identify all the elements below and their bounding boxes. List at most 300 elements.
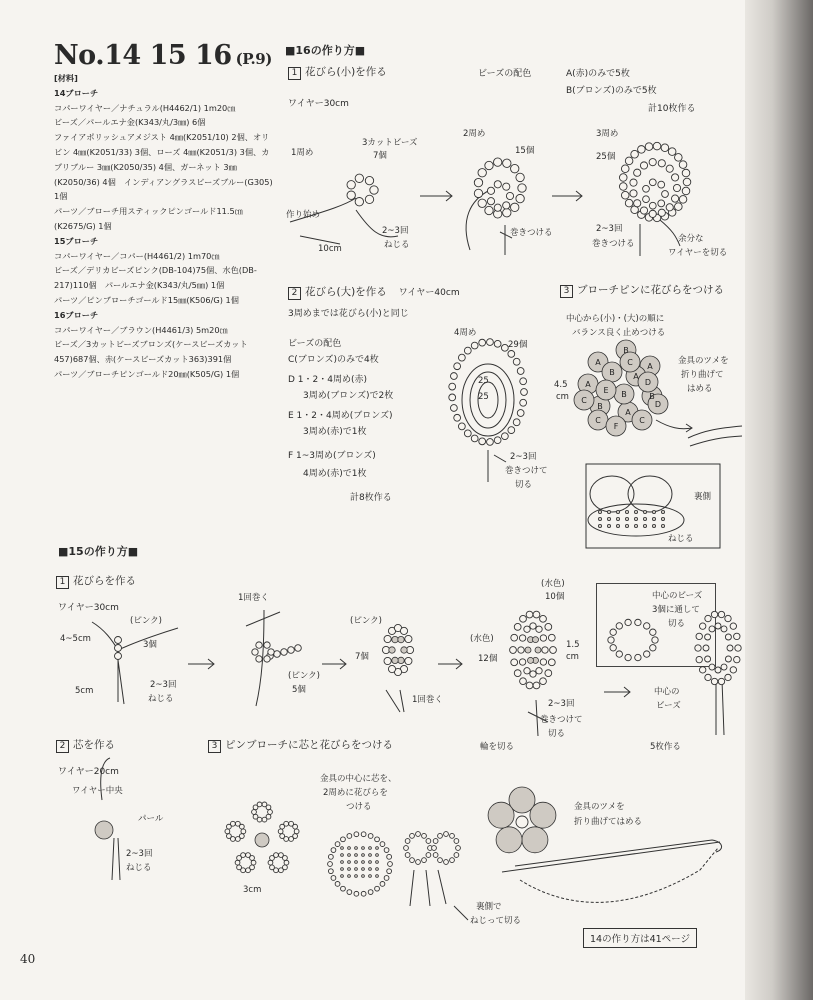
bead xyxy=(341,837,346,842)
s16-e1: E 1・2・4周め(ブロンズ) xyxy=(288,411,393,421)
bead xyxy=(709,626,715,632)
petal-letter: E xyxy=(603,386,609,395)
label: 巻きつけて xyxy=(505,466,548,476)
bead xyxy=(449,394,456,401)
bead xyxy=(388,862,393,867)
bead xyxy=(450,405,457,412)
bead xyxy=(634,510,637,513)
label: 3周め xyxy=(596,129,619,139)
petal-round xyxy=(470,372,506,428)
page-reference: (P.9) xyxy=(235,50,272,68)
bead xyxy=(355,868,358,871)
page-title: No.14 15 16 (P.9) xyxy=(54,40,272,71)
bead xyxy=(705,674,711,680)
bead xyxy=(673,184,680,191)
bead xyxy=(649,159,656,166)
bead xyxy=(398,636,404,642)
bead xyxy=(369,875,372,878)
bead xyxy=(718,611,724,617)
bead xyxy=(479,438,486,445)
petal-letter: C xyxy=(595,416,601,425)
s15-wire: ワイヤー30cm xyxy=(58,603,119,613)
bead xyxy=(652,637,658,643)
bead xyxy=(450,833,455,838)
bead xyxy=(369,868,372,871)
label: 2~3回 xyxy=(510,452,537,462)
bead xyxy=(540,615,547,622)
bead xyxy=(426,853,431,858)
label: 2周め xyxy=(463,129,486,139)
bead xyxy=(341,847,344,850)
bead xyxy=(598,517,601,520)
label: cm xyxy=(566,652,579,662)
label: ねじる xyxy=(668,534,694,544)
bead xyxy=(485,206,493,214)
bead xyxy=(384,848,389,853)
bead xyxy=(653,142,661,150)
bead xyxy=(341,861,344,864)
bead xyxy=(362,861,365,864)
wire-line xyxy=(386,690,404,712)
bead xyxy=(341,875,344,878)
bead xyxy=(341,886,346,891)
bead xyxy=(464,430,471,437)
bead xyxy=(331,848,336,853)
bead xyxy=(380,881,385,886)
bead xyxy=(661,510,664,513)
bead xyxy=(650,629,656,635)
label: 余分な xyxy=(678,234,704,244)
bead xyxy=(496,827,522,853)
bead xyxy=(661,517,664,520)
bead xyxy=(625,654,631,660)
bead xyxy=(625,199,633,207)
bead xyxy=(699,623,705,629)
label: 巻きつける xyxy=(592,239,635,249)
bead xyxy=(522,827,548,853)
bead xyxy=(619,183,627,191)
bead xyxy=(262,817,267,822)
bead xyxy=(721,626,727,632)
bead xyxy=(251,860,256,865)
s16-config-a: A(赤)のみで5枚 xyxy=(566,69,630,79)
bead xyxy=(347,890,352,895)
bead xyxy=(369,854,372,857)
bead xyxy=(362,875,365,878)
bead xyxy=(456,846,461,851)
bead xyxy=(454,363,461,370)
bead xyxy=(405,635,412,642)
bead xyxy=(479,339,486,346)
bead xyxy=(634,524,637,527)
bead xyxy=(368,890,373,895)
bead xyxy=(514,670,521,677)
bead xyxy=(115,645,122,652)
bead xyxy=(501,433,508,440)
bead xyxy=(711,678,717,684)
bead xyxy=(404,846,409,851)
bead xyxy=(735,645,741,651)
label: パール xyxy=(138,814,164,824)
bead xyxy=(649,210,656,217)
bead xyxy=(662,191,669,198)
petal-letter: A xyxy=(633,372,639,381)
bead xyxy=(658,181,665,188)
bead xyxy=(405,657,412,664)
bead xyxy=(235,837,240,842)
bead xyxy=(471,435,478,442)
bead xyxy=(671,174,678,181)
bead xyxy=(487,187,494,194)
label: 3個に通して xyxy=(652,605,700,615)
bead xyxy=(696,633,702,639)
bead xyxy=(616,524,619,527)
bead xyxy=(256,656,262,662)
step-number: 1 xyxy=(56,576,69,589)
bead xyxy=(115,637,122,644)
bead xyxy=(725,634,731,640)
bead xyxy=(666,165,673,172)
bead xyxy=(683,178,691,186)
bead xyxy=(253,814,258,819)
bead xyxy=(284,860,289,865)
bead xyxy=(387,854,392,859)
bead xyxy=(239,824,244,829)
petal-letter: B xyxy=(649,392,655,401)
label: 25 xyxy=(478,376,489,386)
bead xyxy=(520,399,527,406)
bead xyxy=(362,854,365,857)
label: (ピンク) xyxy=(288,671,320,681)
bead xyxy=(630,190,637,197)
bead xyxy=(519,659,525,665)
label: 折り曲げて xyxy=(681,370,724,380)
bead xyxy=(257,802,262,807)
bead xyxy=(494,158,502,166)
label: 25個 xyxy=(596,152,616,162)
bead xyxy=(279,868,284,873)
wire-line xyxy=(528,700,548,736)
bead xyxy=(288,647,295,654)
bead xyxy=(730,667,736,673)
bead xyxy=(540,678,547,685)
bead xyxy=(433,853,438,858)
bead xyxy=(520,615,527,622)
petal-letter: C xyxy=(627,358,633,367)
bead xyxy=(536,626,542,632)
bead xyxy=(348,875,351,878)
bead xyxy=(607,524,610,527)
bead xyxy=(734,633,740,639)
bead xyxy=(405,853,410,858)
bead xyxy=(514,623,521,630)
bead xyxy=(274,651,281,658)
bead xyxy=(625,524,628,527)
label: 巻きつける xyxy=(510,228,553,238)
petal-round xyxy=(478,382,498,418)
bead xyxy=(355,861,358,864)
bead xyxy=(668,148,676,156)
label: ワイヤーを切る xyxy=(668,248,728,258)
bead xyxy=(369,847,372,850)
bead xyxy=(635,654,641,660)
label: 1周め xyxy=(291,148,314,158)
bead xyxy=(721,664,727,670)
bead xyxy=(503,159,511,167)
bead xyxy=(533,637,539,643)
b16-line: コパーワイヤー／ブラウン(H4461/3) 5m20㎝ xyxy=(54,324,228,335)
bead xyxy=(375,837,380,842)
bead xyxy=(348,847,351,850)
bead xyxy=(640,207,647,214)
bead xyxy=(675,203,683,211)
bead xyxy=(516,173,524,181)
bead xyxy=(464,347,471,354)
s15-step2-title: 2 芯を作る xyxy=(56,737,115,753)
label: 裏側で xyxy=(476,902,502,912)
label: 作り始め xyxy=(286,210,321,220)
bead xyxy=(376,868,379,871)
bead xyxy=(730,623,736,629)
petal-letter: C xyxy=(639,416,645,425)
bead xyxy=(649,179,656,186)
bead xyxy=(616,517,619,520)
s15-heading: ■15の作り方■ xyxy=(58,545,139,558)
bead xyxy=(444,860,449,865)
bead xyxy=(526,682,533,689)
s16-config-label: ビーズの配色 xyxy=(478,69,532,79)
label: 切る xyxy=(515,480,533,490)
bead xyxy=(361,832,366,837)
b14-line: コパーワイヤー／ナチュラル(H4462/1) 1m20㎝ xyxy=(54,102,236,113)
label: 金具のツメを xyxy=(574,802,625,812)
petal-letter: B xyxy=(609,368,615,377)
s16-d1: D 1・2・4周め(赤) xyxy=(288,375,367,385)
label: 4.5 xyxy=(554,380,568,390)
bead xyxy=(610,629,616,635)
wire-line xyxy=(500,225,512,255)
b15-title: 15ブローチ xyxy=(54,235,99,246)
bead xyxy=(488,802,514,828)
bead xyxy=(376,854,379,857)
wire-line xyxy=(716,680,724,735)
bead xyxy=(530,623,536,629)
bead xyxy=(450,858,455,863)
bead xyxy=(368,834,373,839)
materials-header: [材料] xyxy=(54,73,78,83)
bead xyxy=(376,847,379,850)
bead xyxy=(649,202,656,209)
bead xyxy=(348,868,351,871)
bead xyxy=(365,176,373,184)
label: 15個 xyxy=(515,146,535,156)
bead xyxy=(658,200,665,207)
bead xyxy=(454,839,459,844)
bead xyxy=(494,181,501,188)
label: 輪を切る xyxy=(480,742,515,752)
bead xyxy=(645,143,653,151)
label: 切る xyxy=(668,619,686,629)
bead xyxy=(268,649,274,655)
bead xyxy=(524,626,530,632)
bead xyxy=(348,861,351,864)
s16-total8: 計8枚作る xyxy=(350,493,392,503)
bead xyxy=(517,410,524,417)
bead xyxy=(548,659,555,666)
bead xyxy=(634,200,641,207)
bead xyxy=(661,144,669,152)
bead xyxy=(384,635,391,642)
bead xyxy=(511,634,518,641)
b15-line: ビーズ／デリカビーズピンク(DB-104)75個、水色(DB-217)110個 パールエナ金(K343/丸/5㎜) 1個 xyxy=(54,265,257,291)
petal-letter: A xyxy=(585,380,591,389)
bead xyxy=(540,659,546,665)
bead xyxy=(341,868,344,871)
bead xyxy=(545,670,552,677)
bead xyxy=(503,209,511,217)
bead xyxy=(280,834,285,839)
bead xyxy=(355,174,363,182)
bead xyxy=(535,647,541,653)
bead xyxy=(682,169,690,177)
bead xyxy=(638,146,646,154)
s16-config-b: B(ブロンズ)のみで5枚 xyxy=(566,86,657,96)
bead xyxy=(705,656,711,662)
petal-letter: B xyxy=(623,346,629,355)
bead xyxy=(230,821,235,826)
bead xyxy=(246,868,251,873)
bead xyxy=(335,881,340,886)
bead xyxy=(540,635,546,641)
bead xyxy=(616,510,619,513)
bead xyxy=(510,647,517,654)
bead xyxy=(508,427,515,434)
bead xyxy=(643,510,646,513)
bead xyxy=(252,810,257,815)
label: 10個 xyxy=(545,592,565,602)
bead xyxy=(503,202,510,209)
bead xyxy=(432,846,437,851)
label: ねじる xyxy=(126,863,152,873)
s15-wire2: ワイヤー20cm xyxy=(58,767,119,777)
petal-back xyxy=(628,476,672,512)
bead xyxy=(703,645,709,651)
petal-letter: D xyxy=(654,400,662,409)
bead xyxy=(644,623,650,629)
arrow-icon xyxy=(420,191,452,201)
bead xyxy=(458,354,465,361)
bead xyxy=(675,154,683,162)
wire-line xyxy=(466,190,490,250)
page-number: 40 xyxy=(20,952,36,966)
bead xyxy=(734,656,740,662)
bead xyxy=(278,829,283,834)
bead xyxy=(643,185,650,192)
bead xyxy=(625,619,631,625)
bead xyxy=(454,414,461,421)
arrow-icon xyxy=(552,191,582,201)
bead xyxy=(362,868,365,871)
bead xyxy=(255,833,269,847)
label: 中心の xyxy=(654,687,680,697)
s16-same-note: 3周めまでは花びら(小)と同じ xyxy=(288,309,409,319)
bead xyxy=(95,821,113,839)
s16-d2: 3周め(ブロンズ)で2枚 xyxy=(303,391,394,401)
label: 7個 xyxy=(355,652,369,662)
bead xyxy=(513,358,520,365)
label: ビーズ xyxy=(656,701,681,711)
bead xyxy=(516,194,524,202)
petal-letter: F xyxy=(613,422,619,431)
bead xyxy=(398,657,404,663)
wire-line xyxy=(246,610,280,706)
bead xyxy=(331,876,336,881)
bead xyxy=(365,195,373,203)
bead xyxy=(485,161,493,169)
bead xyxy=(361,891,366,896)
bead xyxy=(410,858,415,863)
bead xyxy=(264,642,270,648)
arrow-icon xyxy=(656,420,692,432)
bead xyxy=(380,842,385,847)
brooch-pin xyxy=(688,426,742,446)
bead xyxy=(449,383,456,390)
bead xyxy=(705,615,711,621)
bead xyxy=(494,340,501,347)
bead xyxy=(433,839,438,844)
s16-cfg2: ビーズの配色 xyxy=(288,339,342,349)
bead xyxy=(294,829,299,834)
b14-title: 14ブローチ xyxy=(54,87,99,98)
bead xyxy=(625,157,633,165)
label: 7個 xyxy=(373,151,387,161)
bead xyxy=(401,647,407,653)
bead xyxy=(715,667,721,673)
label: 4周め xyxy=(454,328,477,338)
bead xyxy=(283,856,288,861)
bead xyxy=(388,665,395,672)
bead xyxy=(295,645,302,652)
bead xyxy=(643,517,646,520)
wire-line xyxy=(101,758,120,880)
label: (ピンク) xyxy=(130,616,162,626)
bead xyxy=(608,637,614,643)
bead xyxy=(718,678,724,684)
bead xyxy=(347,181,355,189)
bead xyxy=(362,847,365,850)
label: 3個 xyxy=(143,640,157,650)
bead xyxy=(518,647,524,653)
bead xyxy=(548,634,555,641)
bead xyxy=(545,623,552,630)
bead xyxy=(671,195,678,202)
bead xyxy=(422,833,427,838)
bead xyxy=(619,174,627,182)
label: 2~3回 xyxy=(548,699,575,709)
label: 中心から(小)・(大)の順に xyxy=(566,314,665,324)
bead xyxy=(426,839,431,844)
bead xyxy=(241,853,246,858)
bead xyxy=(471,342,478,349)
label: 折り曲げてはめる xyxy=(574,817,643,827)
bead xyxy=(376,861,379,864)
bead xyxy=(650,645,656,651)
bead xyxy=(405,839,410,844)
bead xyxy=(474,178,482,186)
bead xyxy=(252,649,258,655)
s16-step2-title: 2 花びら(大)を作る ワイヤー40cm xyxy=(288,284,460,300)
s16-config-total: 計10枚作る xyxy=(648,104,696,114)
